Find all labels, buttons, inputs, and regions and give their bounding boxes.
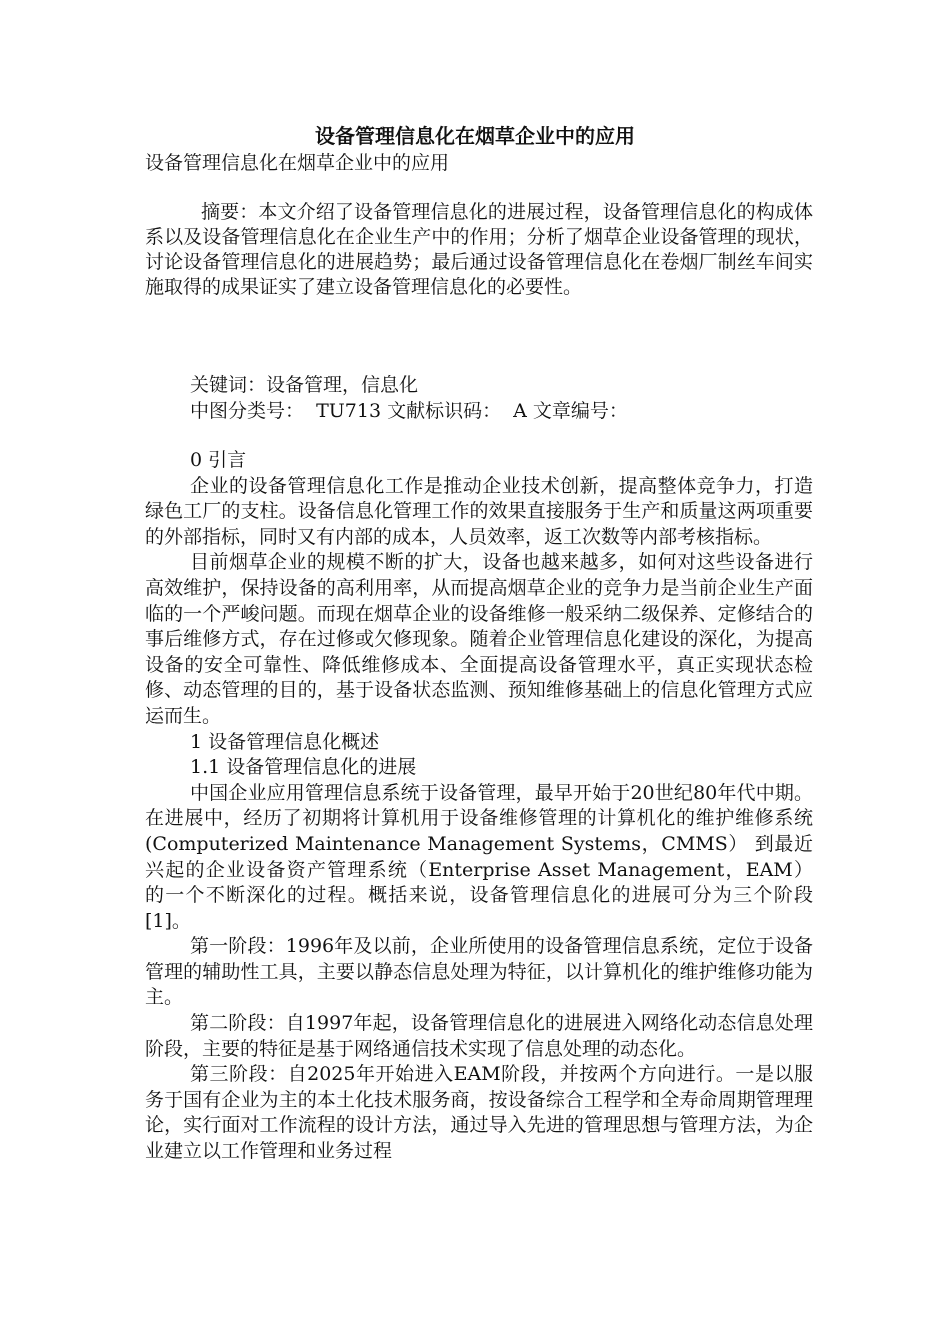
body-text xyxy=(145,448,813,1165)
section-heading: 1 设备管理信息化概述 xyxy=(190,730,380,753)
document-title: 设备管理信息化在烟草企业中的应用 xyxy=(315,124,635,148)
body-paragraph: 企业的设备管理信息化工作是推动企业技术创新，提高整体竞争力，打造绿色工厂的支柱。设备信息化管理工作的效果直接服务于生产和质量这两项重要的外部指标，同时又有内部的成本，人员效率，返工次数等内部考核指标。 xyxy=(145,474,813,548)
abstract-paragraph: 摘要：本文介绍了设备管理信息化的进展过程，设备管理信息化的构成体系以及设备管理信息化在企业生产中的作用；分析了烟草企业设备管理的现状，讨论设备管理信息化的进展趋势；最后通过设备管理信息化在卷烟厂制丝车间实施取得的成果证实了建立设备管理信息化的必要性。 xyxy=(145,201,813,298)
body-paragraph: 第二阶段：自1997年起，设备管理信息化的进展进入网络化动态信息处理阶段，主要的特征是基于网络通信技术实现了信息处理的动态化。 xyxy=(145,1012,813,1060)
body-paragraph: 第三阶段：自2025年开始进入EAM阶段，并按两个方向进行。一是以服务于国有企业为主的本土化技术服务商，按设备综合工程学和全寿命周期管理理论，实行面对工作流程的设计方法，通过导入先进的管理思想与管理方法，为企业建立以工作管理和业务过程 xyxy=(145,1063,813,1163)
body-paragraph: 第一阶段：1996年及以前，企业所使用的设备管理信息系统，定位于设备管理的辅助性工具，主要以静态信息处理为特征，以计算机化的维护维修功能为主。 xyxy=(145,935,813,1009)
document-subtitle: 设备管理信息化在烟草企业中的应用 xyxy=(145,152,450,174)
body-paragraph: 目前烟草企业的规模不断的扩大，设备也越来越多，如何对这些设备进行高效维护，保持设备的高利用率，从而提高烟草企业的竞争力是当前企业生产面临的一个严峻问题。而现在烟草企业的设备维修一般采纳二级保养、定修结合的事后维修方式，存在过修或欠修现象。随着企业管理信息化建设的深化，为提高设备的安全可靠性、降低维修成本、全面提高设备管理水平，真正实现状态检修、动态管理的目的，基于设备状态监测、预知维修基础上的信息化管理方式应运而生。 xyxy=(145,551,813,727)
classification-line: 中图分类号： TU713 文献标识码： A 文章编号： xyxy=(190,400,628,422)
body-paragraph: 中国企业应用管理信息系统于设备管理，最早开始于20世纪80年代中期。在进展中，经历了初期将计算机用于设备维修管理的计算机化的维护维修系统(Computerized Maintenance Management Systems，CMMS） 到最近兴起的企业设备资产管理系统（Enterprise Asset Management，EAM） 的一个不断深化的过程。概括来说，设备管理信息化的进展可分为三个阶段[1]。 xyxy=(145,781,813,932)
section-heading: 0 引言 xyxy=(190,449,247,471)
keywords-line: 关键词：设备管理，信息化 xyxy=(190,374,419,396)
section-heading: 1.1 设备管理信息化的进展 xyxy=(190,756,417,779)
